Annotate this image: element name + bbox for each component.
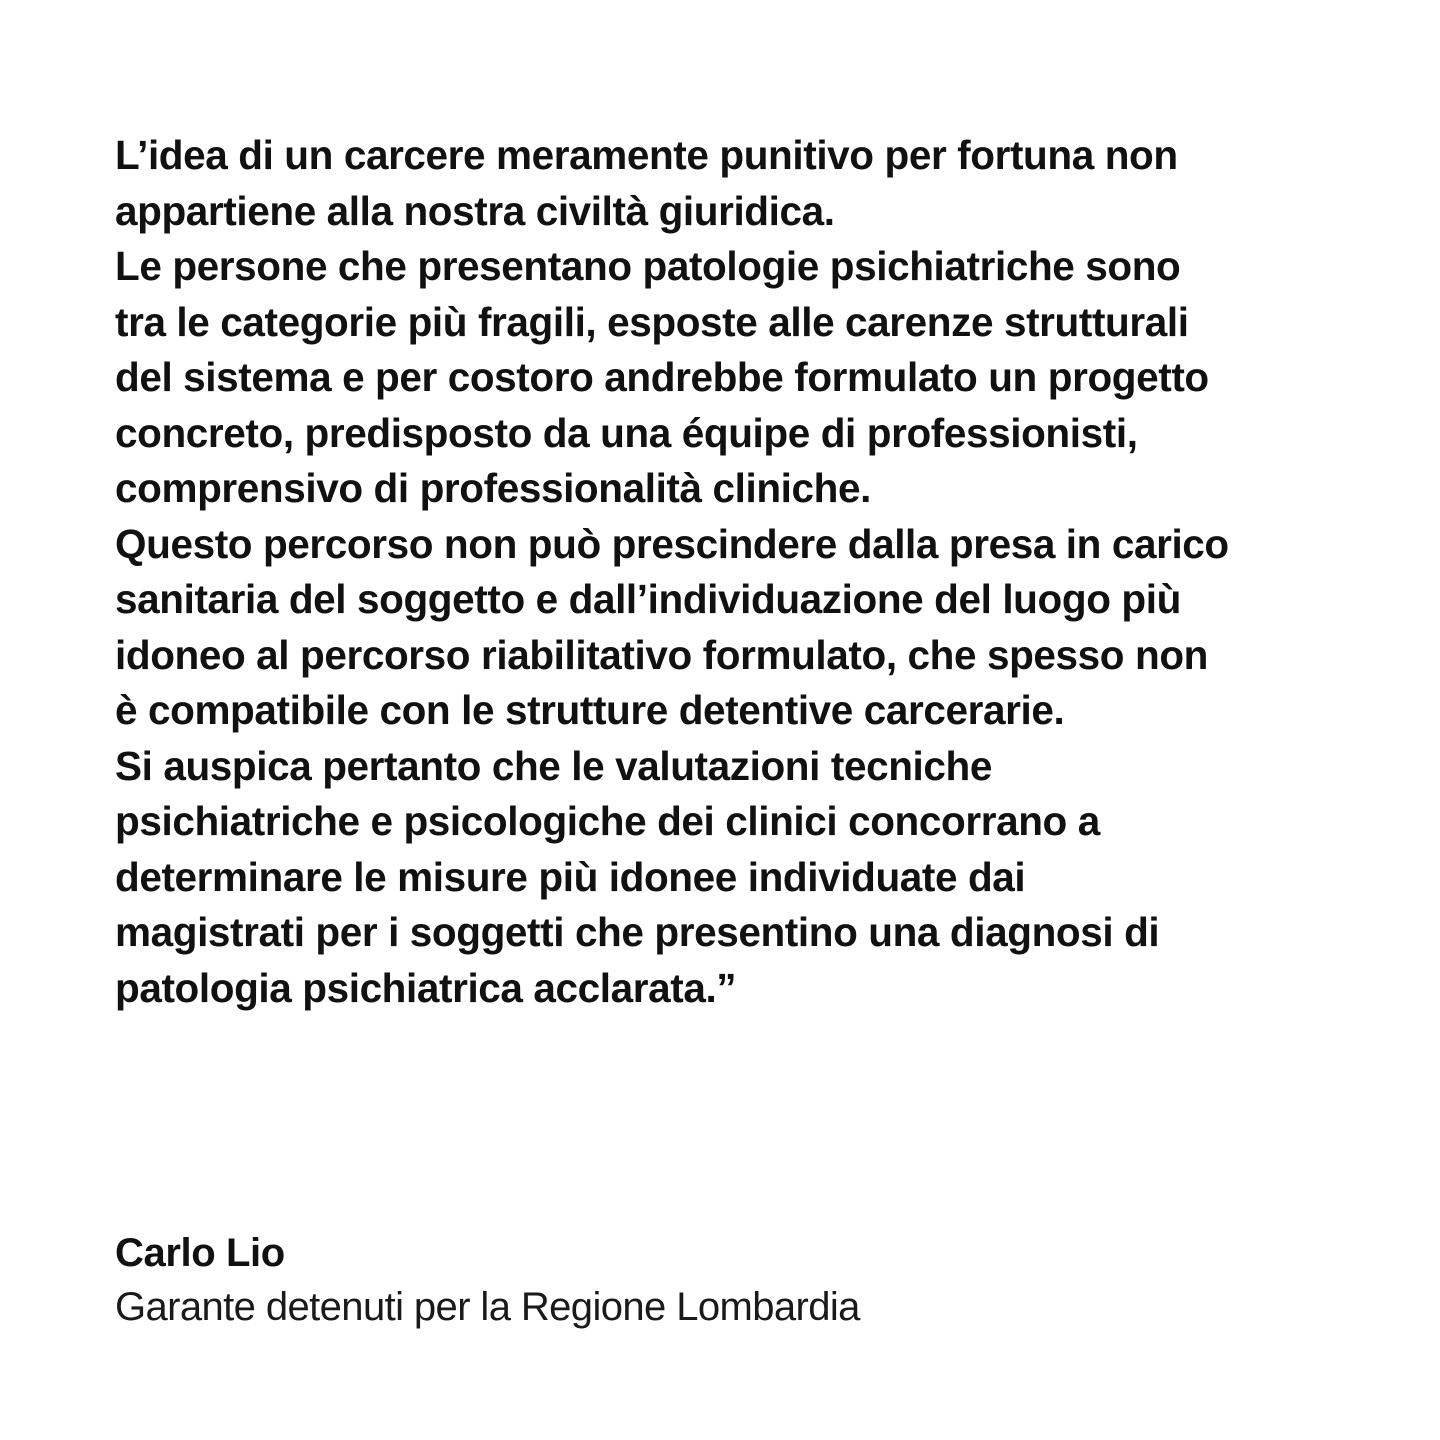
quote-line: comprensivo di professionalità cliniche. xyxy=(115,465,871,511)
quote-line: Le persone che presentano patologie psichiatriche sono xyxy=(115,243,1181,289)
quote-line: concreto, predisposto da una équipe di professionisti, xyxy=(115,409,1138,456)
quote-line: magistrati per i soggetti che presentino una diagnosi di xyxy=(115,909,1160,955)
author-attribution xyxy=(115,1227,1315,1335)
author-name: Carlo Lio xyxy=(115,1231,285,1275)
quote-text xyxy=(115,128,1345,1016)
quote-line: del sistema e per costoro andrebbe formulato un progetto xyxy=(115,354,1209,400)
quote-line: è compatibile con le strutture detentive carcerarie. xyxy=(115,687,1065,733)
quote-line: determinare le misure più idonee individuate dai xyxy=(115,853,1026,900)
quote-line: Questo percorso non può prescindere dalla presa in carico xyxy=(115,520,1229,567)
quote-line: psichiatriche e psicologiche dei clinici concorrano a xyxy=(115,798,1100,844)
quote-line: idoneo al percorso riabilitativo formulato, che spesso non xyxy=(115,631,1209,678)
author-role: Garante detenuti per la Regione Lombardia xyxy=(115,1285,860,1329)
quote-line: tra le categorie più fragili, esposte alle carenze strutturali xyxy=(115,298,1189,345)
quote-line: Si auspica pertanto che le valutazioni tecniche xyxy=(115,742,992,789)
quote-line: L’idea di un carcere meramente punitivo per fortuna non xyxy=(115,132,1178,178)
quote-line: appartiene alla nostra civiltà giuridica. xyxy=(115,187,835,234)
quote-line: patologia psichiatrica acclarata.” xyxy=(115,964,737,1011)
quote-line: sanitaria del soggetto e dall’individuazione del luogo più xyxy=(115,576,1181,622)
